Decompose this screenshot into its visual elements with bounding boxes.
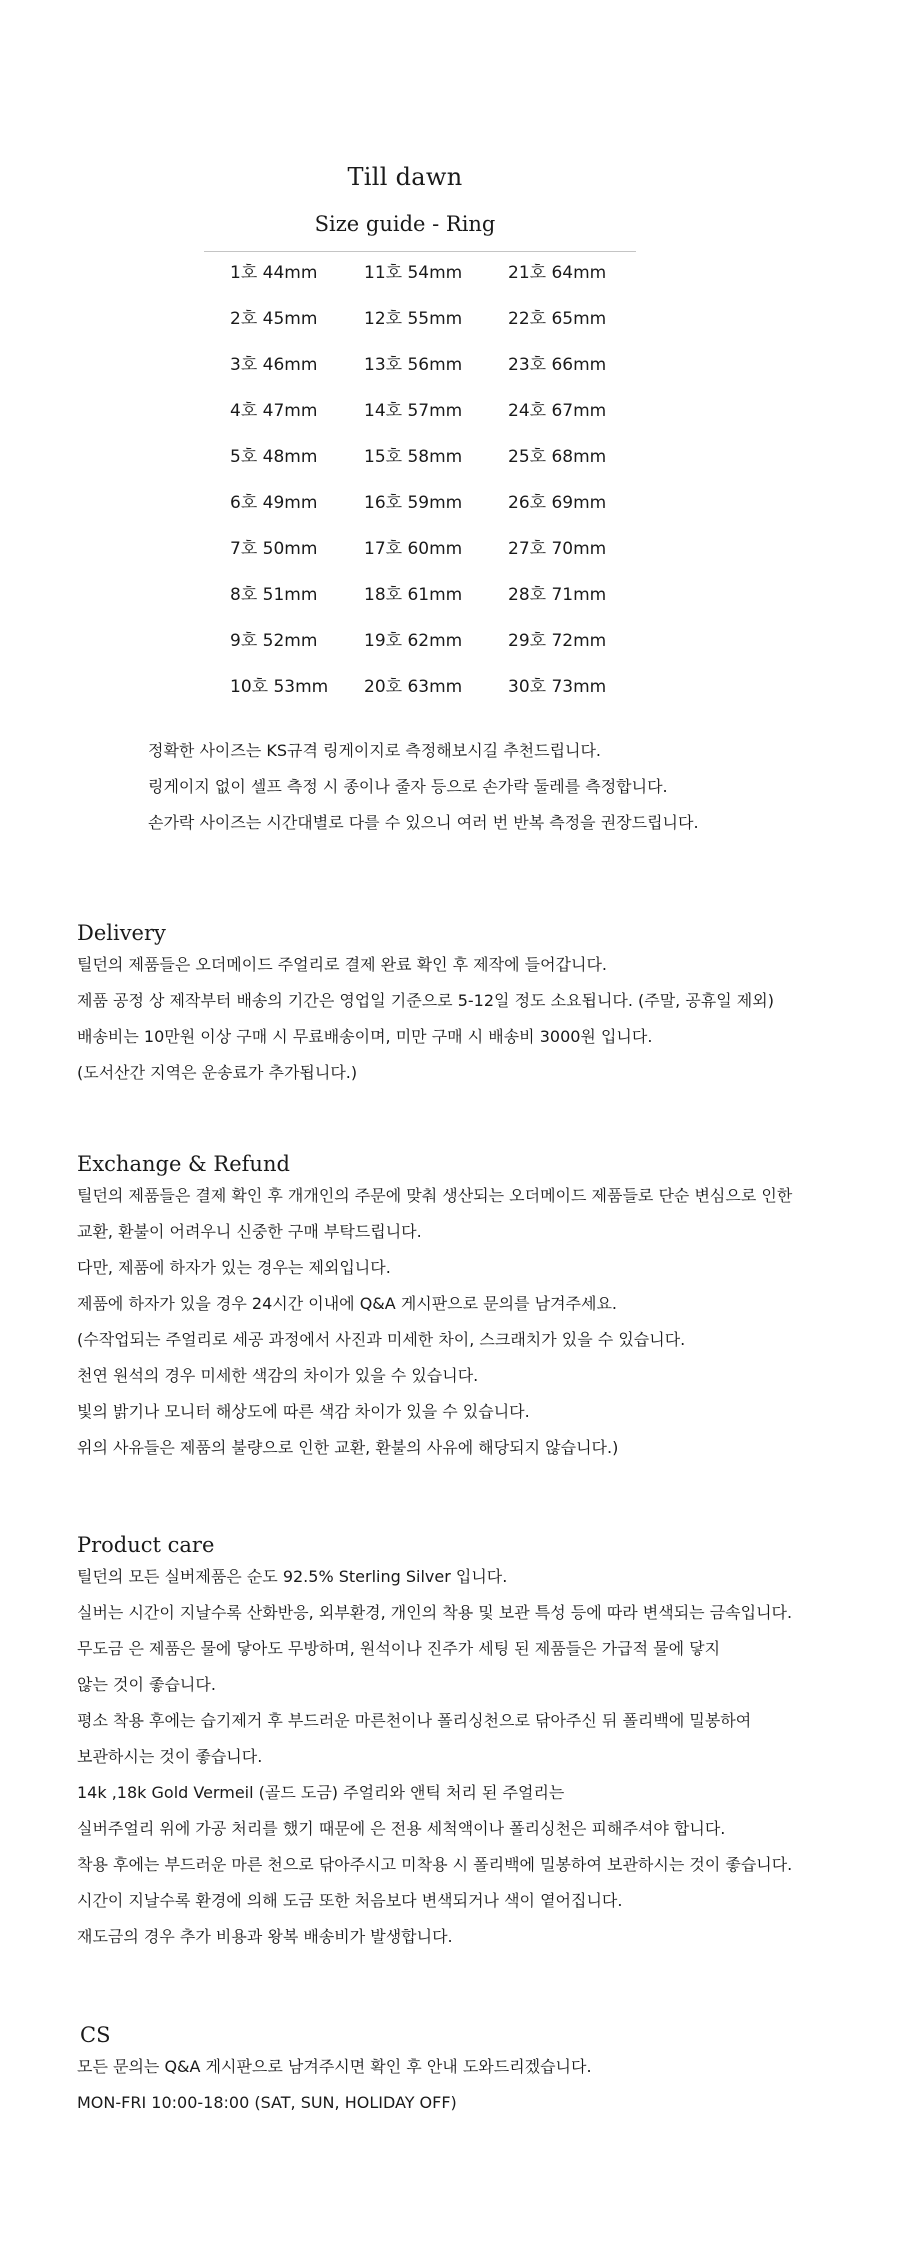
size-entry: 11호 54mm: [364, 263, 463, 283]
care-line: 시간이 지날수록 환경에 의해 도금 또한 처음보다 변색되거나 색이 옅어집니다.: [77, 1891, 623, 1910]
exchange-line: 천연 원석의 경우 미세한 색감의 차이가 있을 수 있습니다.: [77, 1366, 479, 1385]
size-entry: 6호 49mm: [230, 493, 318, 513]
size-guide-divider: [204, 251, 636, 252]
product-care-section: [77, 1530, 877, 1960]
size-entry: 19호 62mm: [364, 631, 463, 651]
size-entry: 7호 50mm: [230, 539, 318, 559]
care-line: 보관하시는 것이 좋습니다.: [77, 1747, 263, 1766]
size-entry: 25호 68mm: [508, 447, 607, 467]
cs-heading: CS: [80, 2023, 111, 2047]
care-line: 재도금의 경우 추가 비용과 왕복 배송비가 발생합니다.: [77, 1927, 453, 1946]
exchange-refund-section: [77, 1149, 877, 1471]
size-entry: 18호 61mm: [364, 585, 463, 605]
exchange-line: (수작업되는 주얼리로 세공 과정에서 사진과 미세한 차이, 스크래치가 있을 수 있습니다.: [77, 1330, 686, 1349]
size-column-1: [230, 258, 328, 718]
cs-line: 모든 문의는 Q&A 게시판으로 남겨주시면 확인 후 안내 도와드리겠습니다.: [77, 2057, 592, 2076]
size-entry: 20호 63mm: [364, 677, 463, 697]
size-entry: 5호 48mm: [230, 447, 318, 467]
size-entry: 3호 46mm: [230, 355, 318, 375]
size-entry: 26호 69mm: [508, 493, 607, 513]
product-care-heading: Product care: [77, 1533, 215, 1557]
size-column-3: [508, 258, 606, 718]
size-entry: 21호 64mm: [508, 263, 607, 283]
size-entry: 2호 45mm: [230, 309, 318, 329]
size-entry: 24호 67mm: [508, 401, 607, 421]
size-entry: 23호 66mm: [508, 355, 607, 375]
cs-section: [77, 2020, 877, 2126]
exchange-line: 교환, 환불이 어려우니 신중한 구매 부탁드립니다.: [77, 1222, 422, 1241]
size-guide-notes: [148, 738, 699, 846]
care-line: 착용 후에는 부드러운 마른 천으로 닦아주시고 미착용 시 폴리백에 밀봉하여 보관하시는 것이 좋습니다.: [77, 1855, 793, 1874]
size-entry: 10호 53mm: [230, 677, 329, 697]
cs-hours: MON-FRI 10:00-18:00 (SAT, SUN, HOLIDAY OFF): [77, 2093, 457, 2112]
size-note: 손가락 사이즈는 시간대별로 다를 수 있으니 여러 번 반복 측정을 권장드립니다.: [148, 813, 699, 832]
exchange-line: 틸던의 제품들은 결제 확인 후 개개인의 주문에 맞춰 생산되는 오더메이드 제품들로 단순 변심으로 인한: [77, 1186, 793, 1205]
brand-title: Till dawn: [347, 163, 463, 191]
size-entry: 4호 47mm: [230, 401, 318, 421]
care-line: 무도금 은 제품은 물에 닿아도 무방하며, 원석이나 진주가 세팅 된 제품들은 가급적 물에 닿지: [77, 1639, 721, 1658]
delivery-line: 틸던의 제품들은 오더메이드 주얼리로 결제 완료 확인 후 제작에 들어갑니다.: [77, 955, 607, 974]
exchange-refund-heading: Exchange & Refund: [77, 1152, 290, 1176]
exchange-line: 위의 사유들은 제품의 불량으로 인한 교환, 환불의 사유에 해당되지 않습니다.): [77, 1438, 619, 1457]
delivery-line: 배송비는 10만원 이상 구매 시 무료배송이며, 미만 구매 시 배송비 3000원 입니다.: [77, 1027, 653, 1046]
size-entry: 14호 57mm: [364, 401, 463, 421]
size-entry: 9호 52mm: [230, 631, 318, 651]
size-entry: 27호 70mm: [508, 539, 607, 559]
size-entry: 16호 59mm: [364, 493, 463, 513]
exchange-line: 다만, 제품에 하자가 있는 경우는 제외입니다.: [77, 1258, 391, 1277]
size-entry: 1호 44mm: [230, 263, 318, 283]
delivery-line: (도서산간 지역은 운송료가 추가됩니다.): [77, 1063, 358, 1082]
delivery-line: 제품 공정 상 제작부터 배송의 기간은 영업일 기준으로 5-12일 정도 소요됩니다. (주말, 공휴일 제외): [77, 991, 774, 1010]
size-entry: 29호 72mm: [508, 631, 607, 651]
care-line: 평소 착용 후에는 습기제거 후 부드러운 마른천이나 폴리싱천으로 닦아주신 뒤 폴리백에 밀봉하여: [77, 1711, 752, 1730]
care-line: 실버주얼리 위에 가공 처리를 했기 때문에 은 전용 세척액이나 폴리싱천은 피해주셔야 합니다.: [77, 1819, 726, 1838]
size-column-2: [364, 258, 462, 718]
care-line: 않는 것이 좋습니다.: [77, 1675, 216, 1694]
size-note: 링게이지 없이 셀프 측정 시 종이나 줄자 등으로 손가락 둘레를 측정합니다.: [148, 777, 668, 796]
care-line: 14k ,18k Gold Vermeil (골드 도금) 주얼리와 앤틱 처리 된 주얼리는: [77, 1783, 565, 1802]
care-line: 틸던의 모든 실버제품은 순도 92.5% Sterling Silver 입니다.: [77, 1567, 508, 1586]
delivery-section: [77, 918, 877, 1096]
size-entry: 30호 73mm: [508, 677, 607, 697]
size-entry: 8호 51mm: [230, 585, 318, 605]
size-guide-title: Size guide - Ring: [314, 212, 496, 236]
size-entry: 22호 65mm: [508, 309, 607, 329]
exchange-line: 빛의 밝기나 모니터 해상도에 따른 색감 차이가 있을 수 있습니다.: [77, 1402, 530, 1421]
size-entry: 12호 55mm: [364, 309, 463, 329]
size-entry: 13호 56mm: [364, 355, 463, 375]
size-entry: 17호 60mm: [364, 539, 463, 559]
care-line: 실버는 시간이 지날수록 산화반응, 외부환경, 개인의 착용 및 보관 특성 등에 따라 변색되는 금속입니다.: [77, 1603, 793, 1622]
size-entry: 28호 71mm: [508, 585, 607, 605]
delivery-heading: Delivery: [77, 921, 166, 945]
size-entry: 15호 58mm: [364, 447, 463, 467]
exchange-line: 제품에 하자가 있을 경우 24시간 이내에 Q&A 게시판으로 문의를 남겨주세요.: [77, 1294, 618, 1313]
size-note: 정확한 사이즈는 KS규격 링게이지로 측정해보시길 추천드립니다.: [148, 741, 602, 760]
